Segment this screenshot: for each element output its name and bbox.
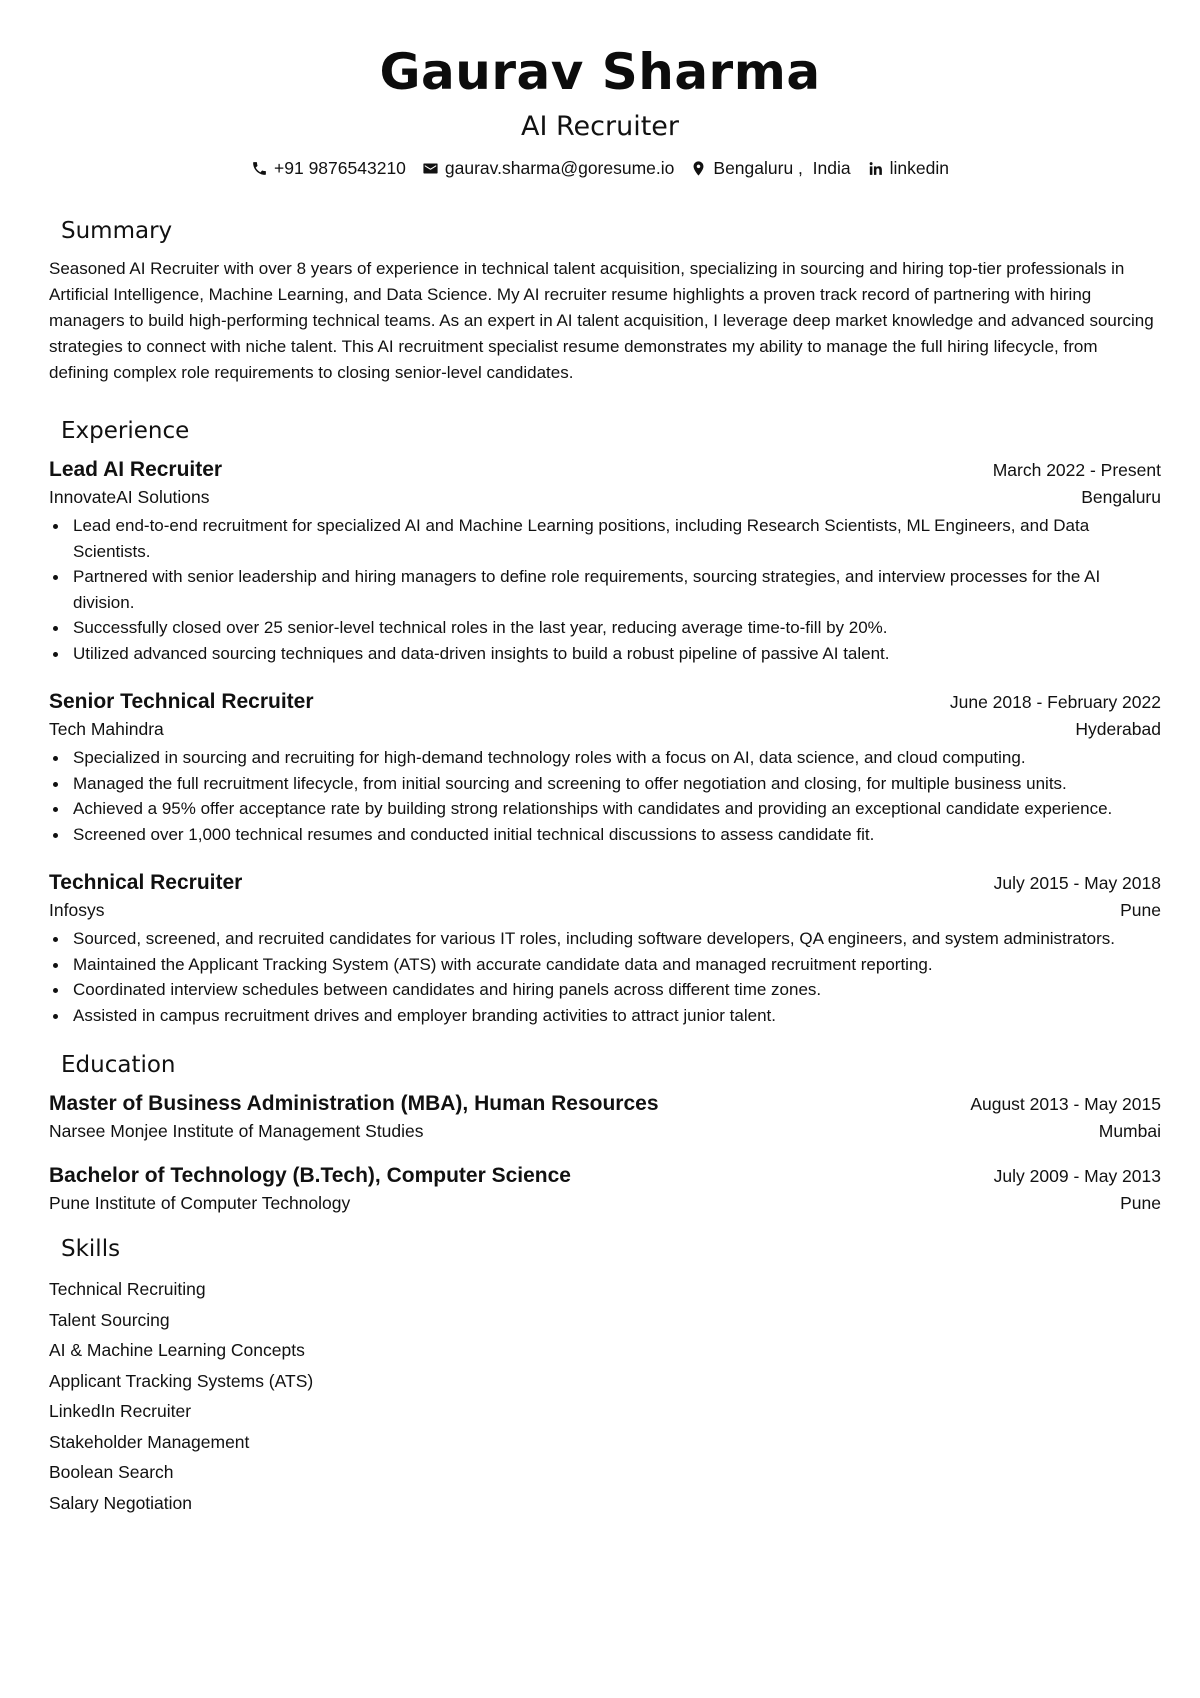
bullet-item: Maintained the Applicant Tracking System (ATS) with accurate candidate data and managed recruitment reporting. <box>73 952 1161 978</box>
contact-email[interactable] <box>422 158 675 179</box>
skill-item: Stakeholder Management <box>49 1431 250 1452</box>
bullet-item: Successfully closed over 25 senior-level technical roles in the last year, reducing average time-to-fill by 20%. <box>73 615 1161 641</box>
location-text: Bengaluru , India <box>713 158 851 178</box>
bullet-item: Achieved a 95% offer acceptance rate by building strong relationships with candidates and providing an exceptional candidate experience. <box>73 796 1161 822</box>
contact-phone <box>251 158 406 179</box>
bullet-item: Managed the full recruitment lifecycle, from initial sourcing and screening to offer negotiation and closing, for multiple business units. <box>73 771 1161 797</box>
experience-section <box>49 416 1161 1028</box>
linkedin-link[interactable]: linkedin <box>889 158 949 178</box>
school-location: Pune <box>1120 1193 1161 1213</box>
phone-icon <box>251 160 268 177</box>
experience-entry <box>49 688 1161 847</box>
job-dates: July 2015 - May 2018 <box>993 873 1161 893</box>
resume-body <box>49 216 1161 1518</box>
degree-title: Master of Business Administration (MBA), Human Resources <box>49 1092 659 1115</box>
contact-location <box>690 158 850 179</box>
job-location: Pune <box>1120 900 1161 920</box>
education-entry <box>49 1090 1161 1144</box>
bullet-item: Partnered with senior leadership and hiring managers to define role requirements, sourcing strategies, and interview processes for the AI division. <box>73 564 1161 615</box>
skills-section <box>49 1234 1161 1518</box>
experience-entry <box>49 869 1161 1028</box>
degree-title: Bachelor of Technology (B.Tech), Computer Science <box>49 1164 571 1187</box>
job-dates: March 2022 - Present <box>992 460 1161 480</box>
summary-text: Seasoned AI Recruiter with over 8 years of experience in technical talent acquisition, specializing in sourcing and hiring top-tier professionals in Artificial Intelligence, Machine Learning, and Data Science. My AI recruiter resume highlights a proven track record of partnering with hiring managers to build high-performing technical teams. As an expert in AI talent acquisition, I leverage deep market knowledge and advanced sourcing strategies to connect with niche talent. This AI recruitment specialist resume demonstrates my ability to manage the full hiring lifecycle, from defining complex role requirements to closing senior-level candidates. <box>49 259 1154 382</box>
envelope-icon <box>422 160 439 177</box>
education-dates: July 2009 - May 2013 <box>993 1166 1161 1186</box>
school-name: Narsee Monjee Institute of Management Studies <box>49 1121 424 1141</box>
company-name: Infosys <box>49 900 105 920</box>
bullet-item: Assisted in campus recruitment drives and employer branding activities to attract junior talent. <box>73 1003 1161 1029</box>
bullet-item: Lead end-to-end recruitment for specialized AI and Machine Learning positions, including Research Scientists, ML Engineers, and Data Scientists. <box>73 513 1161 564</box>
job-location: Hyderabad <box>1075 719 1161 739</box>
company-name: Tech Mahindra <box>49 719 164 739</box>
skill-item: Applicant Tracking Systems (ATS) <box>49 1370 314 1391</box>
linkedin-icon <box>867 160 884 177</box>
location-pin-icon <box>690 160 707 177</box>
job-bullets <box>49 513 1161 666</box>
job-title: Technical Recruiter <box>49 871 243 894</box>
resume-header <box>0 40 1200 179</box>
bullet-item: Screened over 1,000 technical resumes and conducted initial technical discussions to assess candidate fit. <box>73 822 1161 848</box>
phone-text: +91 9876543210 <box>274 158 406 178</box>
email-link[interactable]: gaurav.sharma@goresume.io <box>444 158 675 178</box>
job-location: Bengaluru <box>1081 487 1161 507</box>
skill-item: Salary Negotiation <box>49 1492 192 1513</box>
job-bullets <box>49 926 1161 1028</box>
education-dates: August 2013 - May 2015 <box>970 1094 1161 1114</box>
bullet-item: Coordinated interview schedules between candidates and hiring panels across different time zones. <box>73 977 1161 1003</box>
education-entry <box>49 1162 1161 1216</box>
job-dates: June 2018 - February 2022 <box>949 692 1161 712</box>
job-title: Senior Technical Recruiter <box>49 690 314 713</box>
summary-heading: Summary <box>61 218 173 244</box>
skills-heading: Skills <box>61 1236 121 1262</box>
skills-list <box>49 1274 1161 1518</box>
experience-heading: Experience <box>61 418 190 444</box>
skill-item: AI & Machine Learning Concepts <box>49 1340 305 1360</box>
contact-bar <box>0 158 1200 179</box>
school-name: Pune Institute of Computer Technology <box>49 1193 351 1213</box>
education-heading: Education <box>61 1052 176 1078</box>
experience-entry <box>49 456 1161 666</box>
candidate-name: Gaurav Sharma <box>379 43 821 101</box>
candidate-role: AI Recruiter <box>520 111 680 142</box>
company-name: InnovateAI Solutions <box>49 487 210 507</box>
bullet-item: Utilized advanced sourcing techniques and data-driven insights to build a robust pipeline of passive AI talent. <box>73 641 1161 667</box>
job-title: Lead AI Recruiter <box>49 458 223 481</box>
summary-section <box>49 216 1161 386</box>
skill-item: Technical Recruiting <box>49 1279 206 1299</box>
education-section <box>49 1050 1161 1216</box>
school-location: Mumbai <box>1098 1121 1161 1141</box>
contact-linkedin[interactable] <box>867 158 949 179</box>
bullet-item: Specialized in sourcing and recruiting for high-demand technology roles with a focus on AI, data science, and cloud computing. <box>73 745 1161 771</box>
skill-item: Boolean Search <box>49 1462 174 1482</box>
skill-item: Talent Sourcing <box>49 1309 170 1330</box>
job-bullets <box>49 745 1161 847</box>
bullet-item: Sourced, screened, and recruited candidates for various IT roles, including software developers, QA engineers, and system administrators. <box>73 926 1161 952</box>
skill-item: LinkedIn Recruiter <box>49 1401 192 1421</box>
